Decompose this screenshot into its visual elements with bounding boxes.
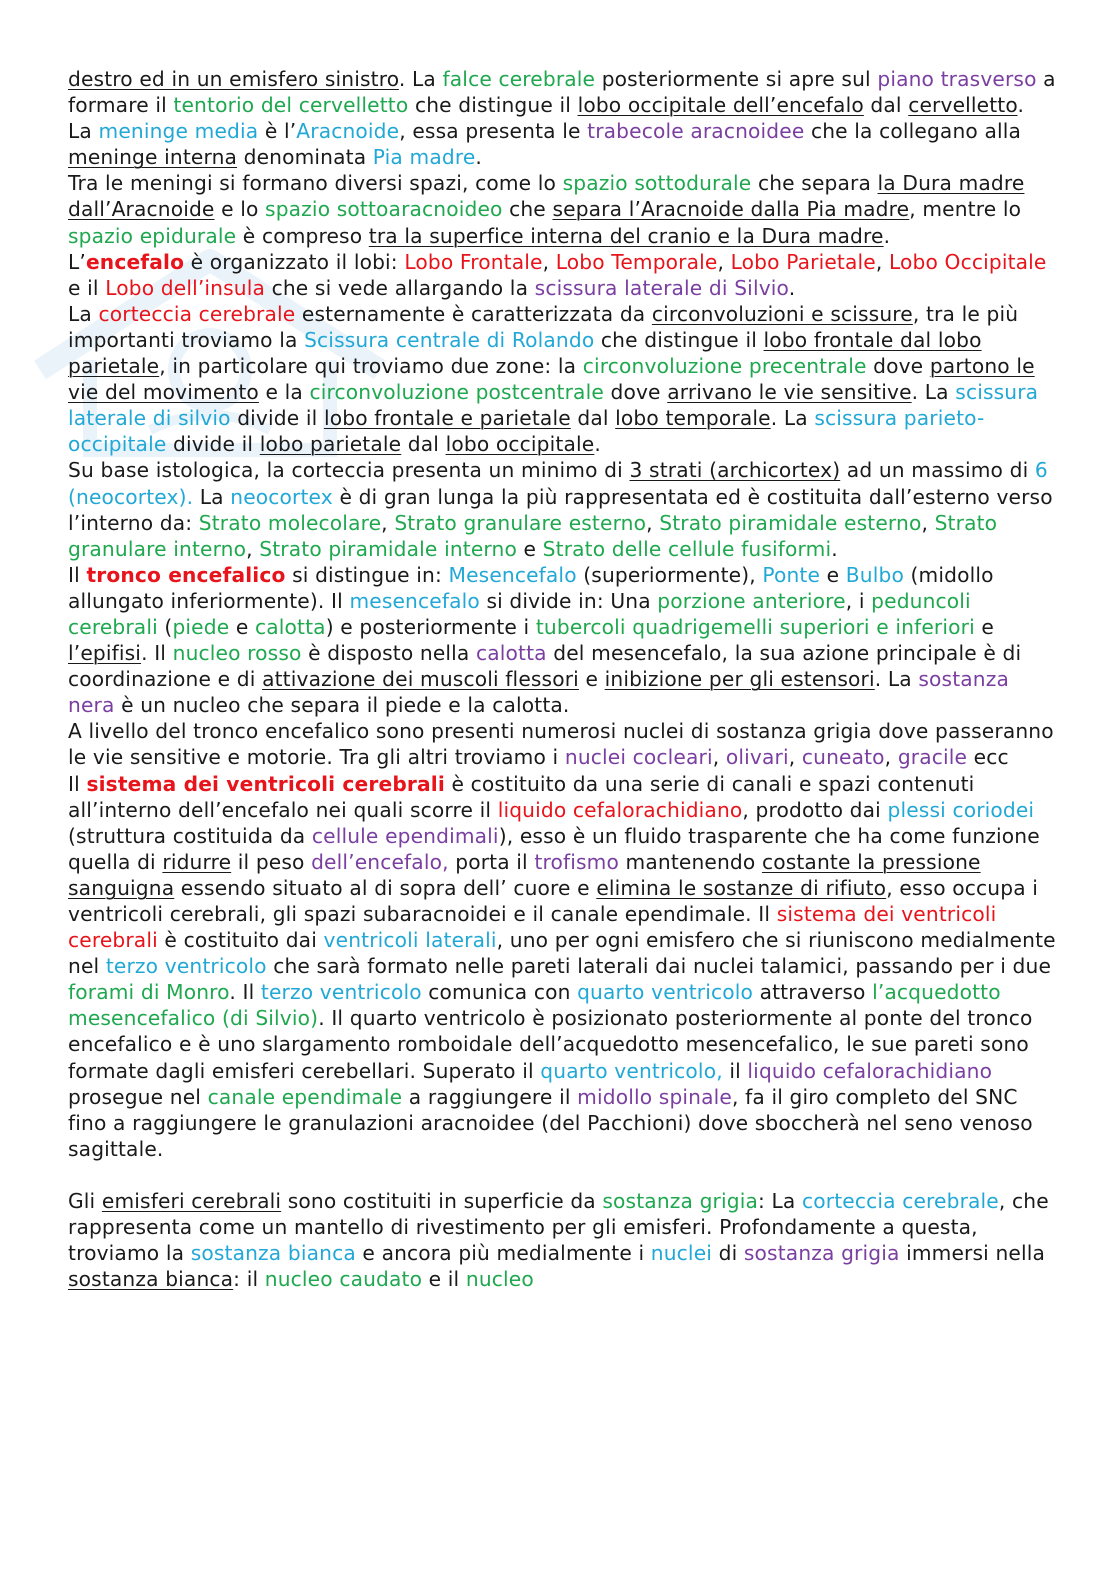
underlined-text: sostanza bianca bbox=[68, 1267, 234, 1292]
text-run: Il bbox=[68, 562, 87, 587]
highlighted-term: cuneato bbox=[801, 745, 885, 770]
text-run: , in particolare qui troviamo due zone: la bbox=[159, 354, 583, 379]
text-run: è l’ bbox=[258, 119, 297, 144]
highlighted-term: terzo ventricolo bbox=[260, 980, 422, 1005]
highlighted-term: Lobo Parietale bbox=[730, 249, 876, 274]
text-run: dal bbox=[401, 432, 446, 457]
text-run: che sarà formato nelle pareti laterali dai nuclei talamici, passando per i due bbox=[266, 954, 1052, 979]
text-run: La bbox=[193, 484, 231, 509]
text-run: dove bbox=[603, 380, 668, 405]
highlighted-term: Lobo dell’insula bbox=[105, 275, 266, 300]
text-run: a raggiungere il bbox=[402, 1084, 578, 1109]
text-run: . bbox=[475, 145, 482, 170]
text-run: ecc bbox=[967, 745, 1009, 770]
highlighted-term: cellule ependimali bbox=[311, 823, 499, 848]
text-run: , mentre lo bbox=[909, 197, 1022, 222]
text-run: posteriormente si apre sul bbox=[595, 67, 878, 91]
highlighted-term: spazio epidurale bbox=[68, 223, 237, 248]
underlined-text: la Dura madre dall’Aracnoide bbox=[68, 171, 1025, 222]
text-run: , bbox=[542, 249, 556, 274]
highlighted-term: piede bbox=[172, 614, 230, 639]
highlighted-term: sostanza bianca bbox=[190, 1241, 356, 1266]
paragraph-10 bbox=[68, 1188, 1058, 1292]
text-run: (superiormente), bbox=[576, 562, 763, 587]
text-run: . bbox=[1017, 93, 1025, 118]
text-run: , i bbox=[845, 588, 872, 613]
text-run: ( bbox=[157, 614, 173, 639]
highlighted-term: sostanza grigia bbox=[602, 1189, 759, 1214]
highlighted-term: gracile bbox=[897, 745, 968, 770]
underlined-text: lobo temporale bbox=[615, 406, 771, 431]
text-run: , bbox=[646, 510, 660, 535]
highlighted-term: Lobo Temporale bbox=[555, 249, 718, 274]
underlined-text: tra la superfice interna del cranio e la Dura madre bbox=[368, 223, 884, 248]
text-run: dal bbox=[863, 93, 909, 118]
highlighted-term: scissura laterale di Silvio bbox=[534, 275, 789, 300]
text-run: mantenendo bbox=[618, 849, 762, 874]
underlined-text: circonvoluzioni e scissure bbox=[651, 301, 913, 326]
highlighted-term: olivari bbox=[725, 745, 789, 770]
highlighted-term: Strato delle cellule fusiformi bbox=[542, 536, 832, 561]
underlined-text: meninge interna bbox=[68, 145, 238, 170]
text-run: attraverso bbox=[753, 980, 873, 1005]
text-run: , prodotto dai bbox=[742, 797, 888, 822]
paragraph-4 bbox=[68, 249, 1058, 301]
highlighted-term: Bulbo bbox=[845, 562, 904, 587]
highlighted-term: Pia madre bbox=[372, 145, 476, 170]
text-run: , essa presenta le bbox=[399, 119, 588, 144]
text-run: essendo situato al di sopra dell’ cuore e bbox=[174, 875, 597, 900]
text-run: e il bbox=[68, 275, 106, 300]
highlighted-term: sostanza nera bbox=[68, 667, 1009, 718]
text-run: , che rappresenta come un mantello di rivestimento per gli emisferi. Profondamente a questa, troviamo la bbox=[68, 1189, 1049, 1266]
highlighted-term: tronco encefalico bbox=[86, 562, 286, 587]
text-run: e bbox=[516, 536, 543, 561]
text-run: a formare il bbox=[68, 67, 1056, 118]
underlined-text: lobo frontale e parietale bbox=[323, 406, 571, 431]
underlined-text: separa l’Aracnoide dalla Pia madre bbox=[552, 197, 910, 222]
text-run: . bbox=[831, 536, 838, 561]
text-run: ad un massimo di bbox=[840, 458, 1035, 483]
underlined-text: elimina le sostanze di rifiuto bbox=[596, 875, 887, 900]
highlighted-term: Mesencefalo bbox=[448, 562, 577, 587]
text-run: del mesencefalo, la sua azione principale è di coordinazione e di bbox=[68, 641, 1022, 692]
text-run: e bbox=[578, 667, 605, 692]
underlined-text: destro ed in un emisfero sinistro bbox=[68, 67, 399, 91]
highlighted-term: dell’encefalo, bbox=[311, 849, 449, 874]
paragraph-2 bbox=[68, 118, 1058, 170]
highlighted-term: Aracnoide bbox=[296, 119, 400, 144]
text-run: , bbox=[712, 745, 726, 770]
text-run: è disposto nella bbox=[301, 641, 477, 666]
highlighted-term: forami di Monro bbox=[68, 980, 230, 1005]
text-run: e bbox=[820, 562, 846, 587]
highlighted-term: piano trasverso bbox=[877, 67, 1037, 91]
text-run: il peso bbox=[231, 849, 312, 874]
text-run: che distingue il bbox=[408, 93, 578, 118]
highlighted-term: nucleo bbox=[465, 1267, 534, 1292]
highlighted-term: spazio sottoaracnoideo bbox=[265, 197, 503, 222]
underlined-text: lobo occipitale dell’encefalo bbox=[577, 93, 864, 118]
text-run: si distingue in: bbox=[285, 562, 449, 587]
text-run: , bbox=[788, 745, 802, 770]
highlighted-term: tentorio del cervelletto bbox=[173, 93, 409, 118]
paragraph-7 bbox=[68, 562, 1058, 719]
underlined-text: cervelletto bbox=[908, 93, 1018, 118]
highlighted-term: sistema dei ventricoli cerebrali bbox=[86, 771, 445, 796]
text-run: , fa il giro completo del SNC fino a raggiungere le granulazioni aracnoidee (del Pacchioni) dove sboccherà nel seno venoso sagittale. bbox=[68, 1084, 1033, 1161]
highlighted-term: sistema dei ventricoli cerebrali bbox=[68, 902, 997, 953]
text-run: . bbox=[883, 223, 891, 248]
highlighted-term: canale ependimale bbox=[207, 1084, 403, 1109]
text-run: L’ bbox=[68, 249, 86, 274]
underlined-text: ridurre bbox=[162, 849, 232, 874]
highlighted-term: porzione anteriore bbox=[657, 588, 846, 613]
text-run: che distingue il bbox=[594, 327, 764, 352]
text-run: e bbox=[974, 614, 994, 639]
highlighted-term: tubercoli quadrigemelli superiori e inferiori bbox=[535, 614, 975, 639]
text-run: esternamente è caratterizzata da bbox=[295, 301, 652, 326]
paragraph-1 bbox=[68, 66, 1058, 118]
highlighted-term: ventricoli laterali bbox=[323, 928, 497, 953]
highlighted-term: trabecole aracnoidee bbox=[587, 119, 805, 144]
text-run: . La bbox=[874, 667, 919, 692]
text-run: . Il quarto ventricolo è posizionato posteriormente al ponte del tronco encefalico e è uno slargamento romboidale dell’acquedotto mesencefalico, le sue pareti sono formate dagli emisferi cerebellari. Superato il bbox=[68, 1006, 1033, 1083]
underlined-text: lobo parietale bbox=[259, 432, 402, 457]
text-run: che la collegano alla bbox=[804, 119, 1022, 144]
highlighted-term: l’acquedotto mesencefalico (di Silvio) bbox=[68, 980, 1001, 1031]
text-run: divide il bbox=[166, 432, 260, 457]
text-run: che si vede allargando la bbox=[265, 275, 535, 300]
underlined-text: arrivano le vie sensitive bbox=[667, 380, 912, 405]
text-run: sono costituiti in superficie da bbox=[281, 1189, 603, 1214]
text-run: , bbox=[381, 510, 395, 535]
text-run: . La bbox=[770, 406, 815, 431]
text-run: . Il bbox=[141, 641, 173, 666]
text-run: , tra le più importanti troviamo la bbox=[68, 301, 1019, 352]
highlighted-term: Strato granulare interno bbox=[68, 510, 998, 561]
highlighted-term: liquido cefalorachidiano bbox=[497, 797, 743, 822]
text-run: , bbox=[246, 536, 260, 561]
text-run: e la bbox=[258, 380, 310, 405]
text-run: è un nucleo che separa il piede e la calotta. bbox=[114, 693, 570, 718]
highlighted-term: 6 (neocortex). bbox=[68, 458, 1048, 509]
highlighted-term: encefalo bbox=[85, 249, 185, 274]
text-run: e il bbox=[422, 1267, 466, 1292]
text-run: La bbox=[68, 119, 99, 144]
highlighted-term: Strato piramidale esterno bbox=[659, 510, 922, 535]
text-run: Il bbox=[68, 771, 87, 796]
text-run: ), esso è un fluido trasparente che ha come funzione quella di bbox=[68, 823, 1040, 874]
text-run: La bbox=[68, 301, 99, 326]
text-run: . La bbox=[911, 380, 956, 405]
text-run: è organizzato il lobi: bbox=[184, 249, 405, 274]
text-run: Su base istologica, la corteccia presenta un minimo di bbox=[68, 458, 630, 483]
text-run: e ancora più medialmente i bbox=[355, 1241, 651, 1266]
highlighted-term: trofismo bbox=[534, 849, 619, 874]
highlighted-term: liquido cefalorachidiano bbox=[747, 1058, 993, 1083]
text-run: di bbox=[712, 1241, 744, 1266]
text-run: . La bbox=[398, 67, 443, 91]
text-run: , esso occupa i ventricoli cerebrali, gli spazi subaracnoidei e il canale ependimale. Il bbox=[68, 875, 1039, 926]
highlighted-term: Strato granulare esterno bbox=[394, 510, 647, 535]
highlighted-term: nucleo caudato bbox=[264, 1267, 423, 1292]
text-run: . Il bbox=[229, 980, 261, 1005]
highlighted-term: nucleo rosso bbox=[172, 641, 302, 666]
text-run: è di gran lunga la più rappresentata ed è costituita dall’esterno verso l’interno da: bbox=[68, 484, 1053, 535]
document-body bbox=[68, 66, 1058, 1292]
highlighted-term: Strato piramidale interno bbox=[259, 536, 517, 561]
text-run: immersi nella bbox=[899, 1241, 1046, 1266]
underlined-text: 3 strati (archicortex) bbox=[629, 458, 841, 483]
paragraph-8 bbox=[68, 718, 1058, 770]
highlighted-term: midollo spinale bbox=[577, 1084, 732, 1109]
underlined-text: attivazione dei muscoli flessori bbox=[262, 667, 579, 692]
text-run: è costituito dai bbox=[157, 928, 324, 953]
highlighted-term: spazio sottodurale bbox=[562, 171, 752, 196]
highlighted-term: peduncoli cerebrali bbox=[68, 588, 971, 639]
text-run: (struttura costituida da bbox=[68, 823, 312, 848]
text-run: Gli bbox=[68, 1189, 102, 1214]
text-run: . bbox=[788, 275, 796, 300]
text-run: Tra le meningi si formano diversi spazi, come lo bbox=[68, 171, 563, 196]
underlined-text: lobo frontale dal lobo parietale bbox=[68, 327, 982, 379]
text-run: , bbox=[921, 510, 935, 535]
highlighted-term: falce cerebrale bbox=[442, 67, 596, 91]
underlined-text: partono le vie del movimento bbox=[68, 354, 1035, 405]
text-run: dal bbox=[570, 406, 616, 431]
text-run: , bbox=[717, 249, 731, 274]
highlighted-term: Ponte bbox=[762, 562, 821, 587]
text-run: divide il bbox=[230, 406, 324, 431]
text-run: e lo bbox=[214, 197, 266, 222]
text-run: che bbox=[502, 197, 553, 222]
highlighted-term: quarto ventricolo, bbox=[540, 1058, 723, 1083]
highlighted-term: scissura laterale di silvio bbox=[68, 380, 1039, 431]
highlighted-term: calotta bbox=[476, 641, 547, 666]
highlighted-term: Lobo Frontale bbox=[404, 249, 543, 274]
highlighted-term: meninge media bbox=[98, 119, 259, 144]
text-run: è compreso bbox=[236, 223, 369, 248]
text-run: , bbox=[884, 745, 898, 770]
underlined-text: emisferi cerebrali bbox=[101, 1189, 282, 1214]
paragraph-9 bbox=[68, 771, 1058, 1162]
highlighted-term: circonvoluzione postcentrale bbox=[309, 380, 604, 405]
text-run: è costituito da una serie di canali e spazi contenuti all’interno dell’encefalo nei quali scorre il bbox=[68, 771, 975, 822]
underlined-text: l’epifisi bbox=[68, 641, 142, 666]
text-run: il bbox=[722, 1058, 748, 1083]
text-run: denominata bbox=[237, 145, 373, 170]
highlighted-term: corteccia cerebrale bbox=[802, 1189, 999, 1214]
text-run: porta il bbox=[448, 849, 535, 874]
text-run: comunica con bbox=[421, 980, 578, 1005]
text-run: , bbox=[875, 249, 889, 274]
underlined-text: lobo occipitale bbox=[445, 432, 595, 457]
underlined-text: inibizione per gli estensori bbox=[604, 667, 875, 692]
highlighted-term: Strato molecolare bbox=[198, 510, 382, 535]
highlighted-term: quarto ventricolo bbox=[577, 980, 754, 1005]
highlighted-term: sostanza grigia bbox=[743, 1241, 900, 1266]
text-run: : La bbox=[758, 1189, 803, 1214]
text-run: A livello del tronco encefalico sono presenti numerosi nuclei di sostanza grigia dove passeranno le vie sensitive e motorie. Tra gli altri troviamo i bbox=[68, 719, 1054, 770]
highlighted-term: corteccia cerebrale bbox=[98, 301, 296, 326]
highlighted-term: mesencefalo bbox=[349, 588, 480, 613]
highlighted-term: circonvoluzione precentrale bbox=[582, 354, 867, 379]
highlighted-term: Lobo Occipitale bbox=[888, 249, 1047, 274]
text-run: e bbox=[229, 614, 255, 639]
text-run: : il bbox=[233, 1267, 265, 1292]
text-run: si divide in: Una bbox=[479, 588, 658, 613]
text-run: ) e posteriormente i bbox=[325, 614, 536, 639]
paragraph-3 bbox=[68, 170, 1058, 248]
text-run: . bbox=[594, 432, 601, 457]
highlighted-term: plessi coriodei bbox=[887, 797, 1035, 822]
highlighted-term: terzo ventricolo bbox=[105, 954, 267, 979]
highlighted-term: calotta bbox=[255, 614, 326, 639]
paragraph-6 bbox=[68, 457, 1058, 561]
text-run: dove bbox=[866, 354, 930, 379]
highlighted-term: nuclei cocleari bbox=[564, 745, 713, 770]
text-run: prosegue nel bbox=[68, 1084, 208, 1109]
text-run: , uno per ogni emisfero che si riuniscono medialmente nel bbox=[68, 928, 1056, 979]
underlined-text: costante la pressione sanguigna bbox=[68, 849, 981, 900]
highlighted-term: scissura parieto-occipitale bbox=[68, 406, 985, 457]
highlighted-term: nuclei bbox=[650, 1241, 713, 1266]
highlighted-term: Scissura centrale di Rolando bbox=[304, 327, 595, 352]
paragraph-5 bbox=[68, 301, 1058, 458]
text-run: che separa bbox=[751, 171, 878, 196]
highlighted-term: neocortex bbox=[230, 484, 333, 509]
text-run: (midollo allungato inferiormente). Il bbox=[68, 562, 994, 613]
